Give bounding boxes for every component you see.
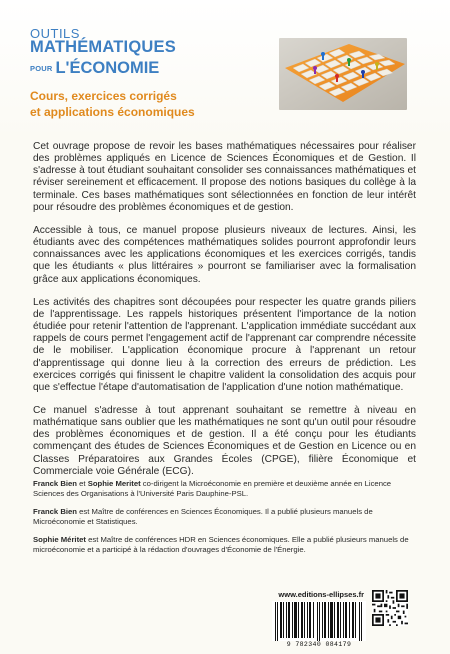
title-small-word: POUR: [30, 64, 53, 74]
author-name: Franck Bien: [33, 506, 78, 516]
title-line-2: MATHÉMATIQUES: [30, 38, 176, 56]
paragraph-4: Ce manuel s'adresse à tout apprenant souhaitant se remettre à niveau en mathématique sans oublier que les mathématiques ne sont qu'un outil pour résoudre des problèmes économiques et de gestion. Il a été conçu pour les étudiants commençant des études de Sciences Économiques et de Gestion en Licence ou en Classes Préparatoires aux Grandes Écoles (CPGE), filière Économique et Commerciale voie Générale (ECG).: [33, 404, 416, 477]
back-cover-description: [33, 141, 416, 489]
author-bio-text: est Maître de conférences HDR en Sciences économiques. Elle a publié plusieurs manuels de microéconomie et a participé à la rédaction d'ouvrages d'Économie de l'Énergie.: [33, 534, 409, 555]
author-name: Franck Bien: [33, 479, 78, 488]
subtitle-line-2: et applications économiques: [30, 105, 195, 119]
author-bio-text: est Maître de conférences en Sciences Économiques. Il a publié plusieurs manuels de Microéconomie et Statistiques.: [33, 506, 373, 527]
cover-photo: [279, 38, 407, 110]
qr-code-icon[interactable]: [372, 590, 408, 626]
title-line-3-text: L'ÉCONOMIE: [55, 59, 160, 77]
author-bio-3: [33, 535, 418, 555]
paragraph-1: Cet ouvrage propose de revoir les bases mathématiques nécessaires pour réaliser des problèmes appliqués en Licence de Sciences Économiques et de Gestion. Il s'adresse à tout étudiant souhaitant consolider ses connaissances mathématiques et réviser sereinement et efficacement. Il propose des notions basiques du collège à la terminale. Ces bases mathématiques sont sélectionnées en fonction de leur intérêt pour résoudre des problèmes économiques et de gestion.: [33, 141, 416, 213]
isbn-number: 9 782340 084179: [286, 641, 352, 648]
author-conjunction: et: [77, 479, 88, 488]
paragraph-3: Les activités des chapitres sont découpées pour respecter les quatre grands piliers de l'apprentissage. Les rappels historiques présentent l'importance de la notion étudiée pour retenir l'attention de l'apprenant. L'application immédiate succédant aux rappels de cours permet l'engagement actif de l'apprenant car comprendre nécessite de le mobiliser. L'application économique procure à l'apprenant un retour d'apprentissage qui donne lieu à la correction des erreurs de prédiction. Les exercices corrigés qui finissent le chapitre valident la consolidation des acquis pour que s'effectue l'étape d'automatisation de l'application d'une notion mathématique.: [33, 296, 416, 393]
subtitle: [30, 88, 195, 120]
paragraph-2: Accessible à tous, ce manuel propose plusieurs niveaux de lectures. Ainsi, les étudiants avec des compétences mathématiques solides pourront approfondir leurs connaissances avec les applications économiques et les exercices corrigés, tandis que les étudiants « plus littéraires » pourront se familiariser avec la formalisation grâce aux applications économiques.: [33, 224, 416, 285]
author-bio-1: [33, 479, 418, 499]
title-line-3: [30, 59, 159, 78]
publisher-website[interactable]: www.editions-ellipses.fr: [278, 590, 364, 599]
subtitle-line-1: Cours, exercices corrigés: [30, 89, 177, 103]
author-bio-text: co-dirigent la Microéconomie en première et deuxième année en Licence Sciences des Organisations à l'Université Paris Dauphine-PSL.: [33, 479, 392, 499]
barcode-icon: [272, 601, 366, 641]
author-name: Sophie Meritet: [87, 479, 141, 488]
author-bio-2: [33, 507, 418, 527]
author-name: Sophie Méritet: [33, 534, 86, 544]
title-line-1: OUTILS: [30, 26, 80, 41]
cover-header: [0, 0, 450, 140]
author-bios: [33, 479, 418, 563]
